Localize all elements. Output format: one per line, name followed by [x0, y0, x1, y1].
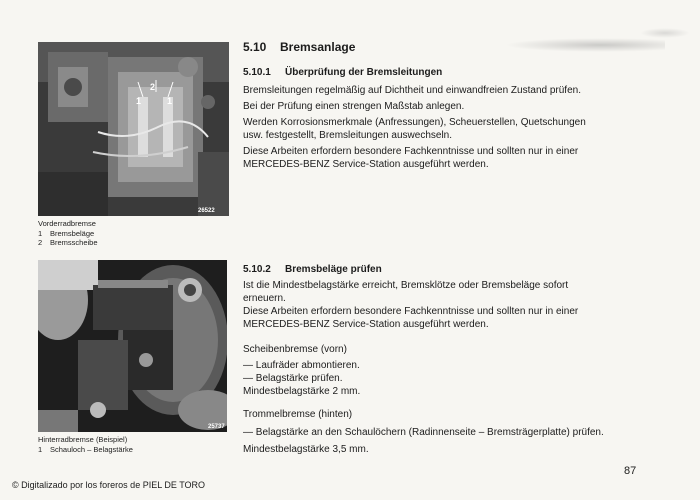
front-brake-instructions: [243, 343, 673, 398]
body-line: Werden Korrosionsmerkmale (Anfressungen), Scheuerstellen, Quetschungen: [243, 117, 586, 128]
subsection-1-body: [243, 84, 673, 171]
section-title: Bremsanlage: [280, 40, 356, 54]
footer-credit: © Digitalizado por los foreros de PIEL DE TORO: [12, 480, 206, 490]
body-line: usw. festgestellt, Bremsleitungen auswechseln.: [243, 130, 452, 141]
instruction-title: Scheibenbremse (vorn): [243, 344, 347, 355]
caption-item-number: 2: [38, 238, 43, 247]
body-line: MERCEDES-BENZ Service-Station ausgeführt werden.: [243, 159, 489, 170]
photo-number: 26522: [198, 208, 215, 214]
caption-title: Vorderradbremse: [38, 219, 96, 228]
scan-smudge-small: [640, 28, 690, 38]
body-line: MERCEDES-BENZ Service-Station ausgeführt werden.: [243, 319, 489, 330]
callout-label-1a: 1: [136, 96, 142, 106]
scan-smudge: [505, 38, 665, 52]
body-line: erneuern.: [243, 293, 286, 304]
instruction-line: — Laufräder abmontieren.: [243, 360, 360, 371]
caption-item-number: 1: [38, 444, 43, 454]
section-heading: [243, 40, 355, 54]
subsection-title: Überprüfung der Bremsleitungen: [285, 67, 443, 78]
body-line: Bei der Prüfung einen strengen Maßstab anlegen.: [243, 101, 465, 112]
caption-item-text: Bremsbeläge: [50, 228, 95, 238]
rear-brake-caption: [38, 435, 133, 454]
subsection-title: Bremsbeläge prüfen: [285, 264, 382, 275]
caption-title: Hinterradbremse (Beispiel): [38, 435, 128, 444]
caption-item: [38, 445, 133, 455]
body-line: Ist die Mindestbelagstärke erreicht, Bremsklötze oder Bremsbeläge sofort: [243, 280, 569, 291]
instruction-title: Trommelbremse (hinten): [243, 409, 353, 420]
instruction-line: — Belagstärke prüfen.: [243, 373, 343, 384]
instruction-line: — Belagstärke an den Schaulöchern (Radinnenseite – Bremsträgerplatte) prüfen.: [243, 427, 604, 438]
caption-item-text: Bremsscheibe: [50, 238, 98, 247]
body-line: Bremsleitungen regelmäßig auf Dichtheit und einwandfreien Zustand prüfen.: [243, 85, 581, 96]
subsection-2-body: [243, 279, 673, 331]
section-number: 5.10: [243, 40, 267, 54]
instruction-line: Mindestbelagstärke 2 mm.: [243, 386, 361, 397]
front-brake-photo: [38, 42, 229, 216]
rear-brake-photo: [38, 260, 227, 432]
subsection-number: 5.10.1: [243, 67, 271, 78]
callout-label-2: 2: [150, 82, 156, 92]
front-brake-caption: [38, 219, 98, 248]
photo-number: 25737: [208, 424, 225, 430]
subsection-number: 5.10.2: [243, 264, 271, 275]
body-line: Diese Arbeiten erfordern besondere Fachkenntnisse und sollten nur in einer: [243, 306, 579, 317]
body-line: Diese Arbeiten erfordern besondere Fachkenntnisse und sollten nur in einer: [243, 146, 579, 157]
instruction-line: Mindestbelagstärke 3,5 mm.: [243, 444, 369, 455]
subsection-heading-1: [243, 67, 442, 78]
caption-item: [38, 238, 98, 248]
subsection-heading-2: [243, 264, 382, 275]
caption-item: [38, 229, 98, 239]
caption-item-number: 1: [38, 228, 43, 238]
rear-brake-instructions: [243, 408, 673, 456]
page-number: 87: [624, 465, 637, 477]
caption-item-text: Schauloch – Belagstärke: [50, 444, 133, 454]
callout-label-1b: 1: [167, 96, 173, 106]
